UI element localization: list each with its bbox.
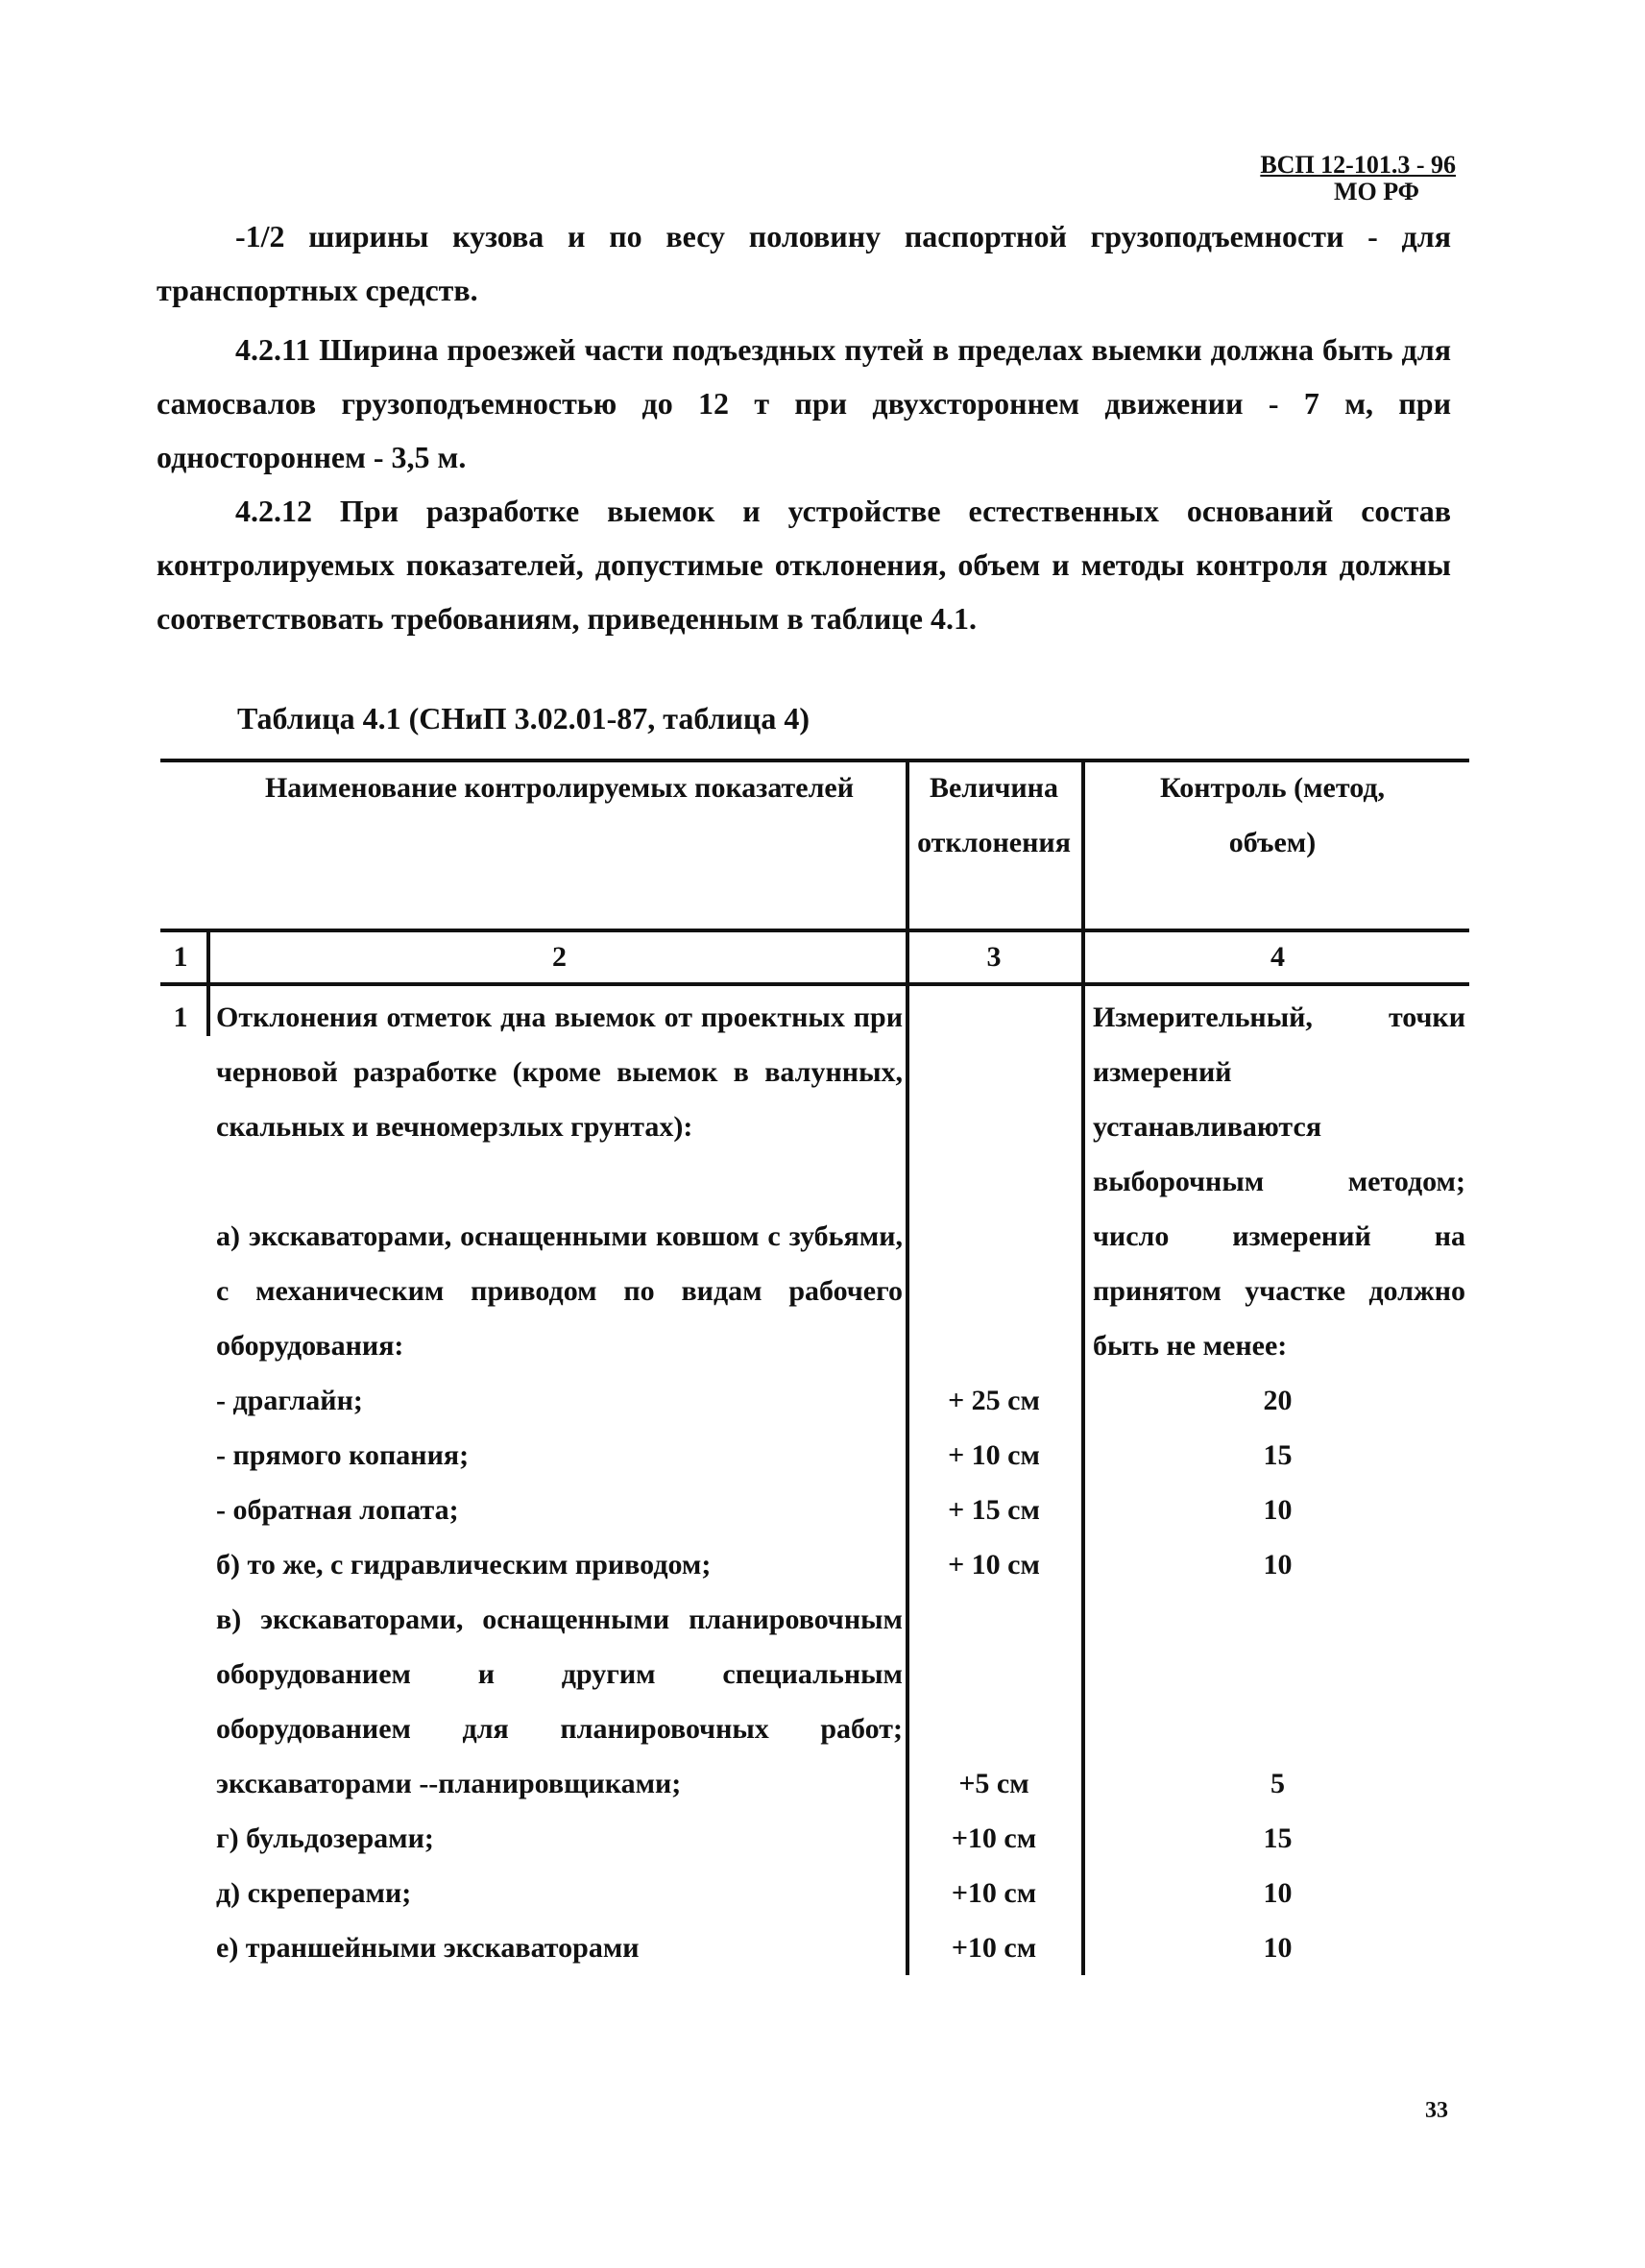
row-3-text: - прямого копания;	[216, 1439, 470, 1471]
row-5-text: б) то же, с гидравлическим приводом;	[216, 1549, 712, 1580]
page-number: 33	[1425, 2098, 1448, 2123]
row-3-count: 15	[1263, 1439, 1293, 1471]
column-number-2: 2	[552, 941, 567, 973]
column-number-1: 1	[173, 941, 188, 973]
paragraph-4-2-12	[157, 484, 1451, 645]
paragraph-4-2-11-text: 4.2.11 Ширина проезжей части подъездных путей в пределах выемки должна быть для самосвалов грузоподъемностью до 12 т при двухстороннем движении - 7 м, при одностороннем - 3,5 м.	[157, 332, 1451, 474]
paragraph-4-2-12-text: 4.2.12 При разработке выемок и устройстве естественных оснований состав контролируемых показателей, допустимые отклонения, объем и методы контроля должны соответствовать требованиям, приведенным в таблице 4.1.	[157, 494, 1451, 636]
row-7-count: 15	[1263, 1822, 1293, 1854]
column-number-4: 4	[1270, 941, 1285, 973]
header-control: Контроль (метод, объем)	[1159, 772, 1386, 858]
table-header-rule	[160, 929, 1469, 932]
row-4-text: - обратная лопата;	[216, 1494, 459, 1526]
row-5-count: 10	[1263, 1549, 1293, 1580]
row-8-text: д) скреперами;	[216, 1877, 412, 1909]
header-name: Наименование контролируемых показателей	[264, 772, 855, 804]
row-4-count: 10	[1263, 1494, 1293, 1526]
table-caption: Таблица 4.1 (СНиП 3.02.01-87, таблица 4)	[237, 701, 810, 736]
row-8-count: 10	[1263, 1877, 1293, 1909]
row-9-count: 10	[1263, 1932, 1293, 1964]
document-code-line2: МО РФ	[1333, 178, 1419, 205]
paragraph-4-2-11	[157, 323, 1451, 484]
header-deviation: Величина отклонения	[917, 772, 1071, 858]
row-2-deviation: + 25 см	[948, 1385, 1040, 1416]
row-7-text: г) бульдозерами;	[216, 1822, 434, 1854]
row-7-deviation: +10 см	[951, 1822, 1037, 1854]
paragraph-1-text: -1/2 ширины кузова и по весу половину паспортной грузоподъемности - для транспортных средств.	[157, 219, 1451, 307]
row-4-deviation: + 15 см	[948, 1494, 1040, 1526]
row-5-deviation: + 10 см	[948, 1549, 1040, 1580]
row-9-deviation: +10 см	[951, 1932, 1037, 1964]
row-2-text: - драглайн;	[216, 1385, 363, 1416]
row-0-text: Отклонения отметок дна выемок от проектных при черновой разработке (кроме выемок в валунных, скальных и вечномерзлых грунтах):	[216, 1001, 903, 1143]
row-6-text: в) экскаваторами, оснащенными планировочным оборудованием и другим специальным оборудованием для планировочных работ; экскаваторами --планировщиками;	[216, 1604, 903, 1799]
row-6-deviation: +5 см	[958, 1768, 1029, 1799]
row-6-count: 5	[1270, 1768, 1285, 1799]
row-1-text: а) экскаваторами, оснащенными ковшом с зубьями, с механическим приводом по видам рабочего оборудования:	[216, 1220, 903, 1362]
document-code	[1220, 152, 1456, 205]
table-col-divider-2	[906, 760, 909, 1975]
control-method-text: Измерительный, точки измерений устанавливаются выборочным методом; число измерений на принятом участке должно быть не менее:	[1093, 1001, 1465, 1362]
row-2-count: 20	[1263, 1385, 1293, 1416]
column-number-3: 3	[986, 941, 1002, 973]
table-numbers-rule	[160, 982, 1469, 986]
row-number: 1	[173, 1001, 188, 1033]
row-8-deviation: +10 см	[951, 1877, 1037, 1909]
row-9-text: е) траншейными экскаваторами	[216, 1932, 640, 1964]
table-col-divider-3	[1081, 760, 1085, 1975]
document-code-line1: ВСП 12-101.3 - 96	[1260, 151, 1456, 179]
paragraph-1	[157, 209, 1451, 317]
row-3-deviation: + 10 см	[948, 1439, 1040, 1471]
table-col-divider-1	[206, 930, 210, 1036]
